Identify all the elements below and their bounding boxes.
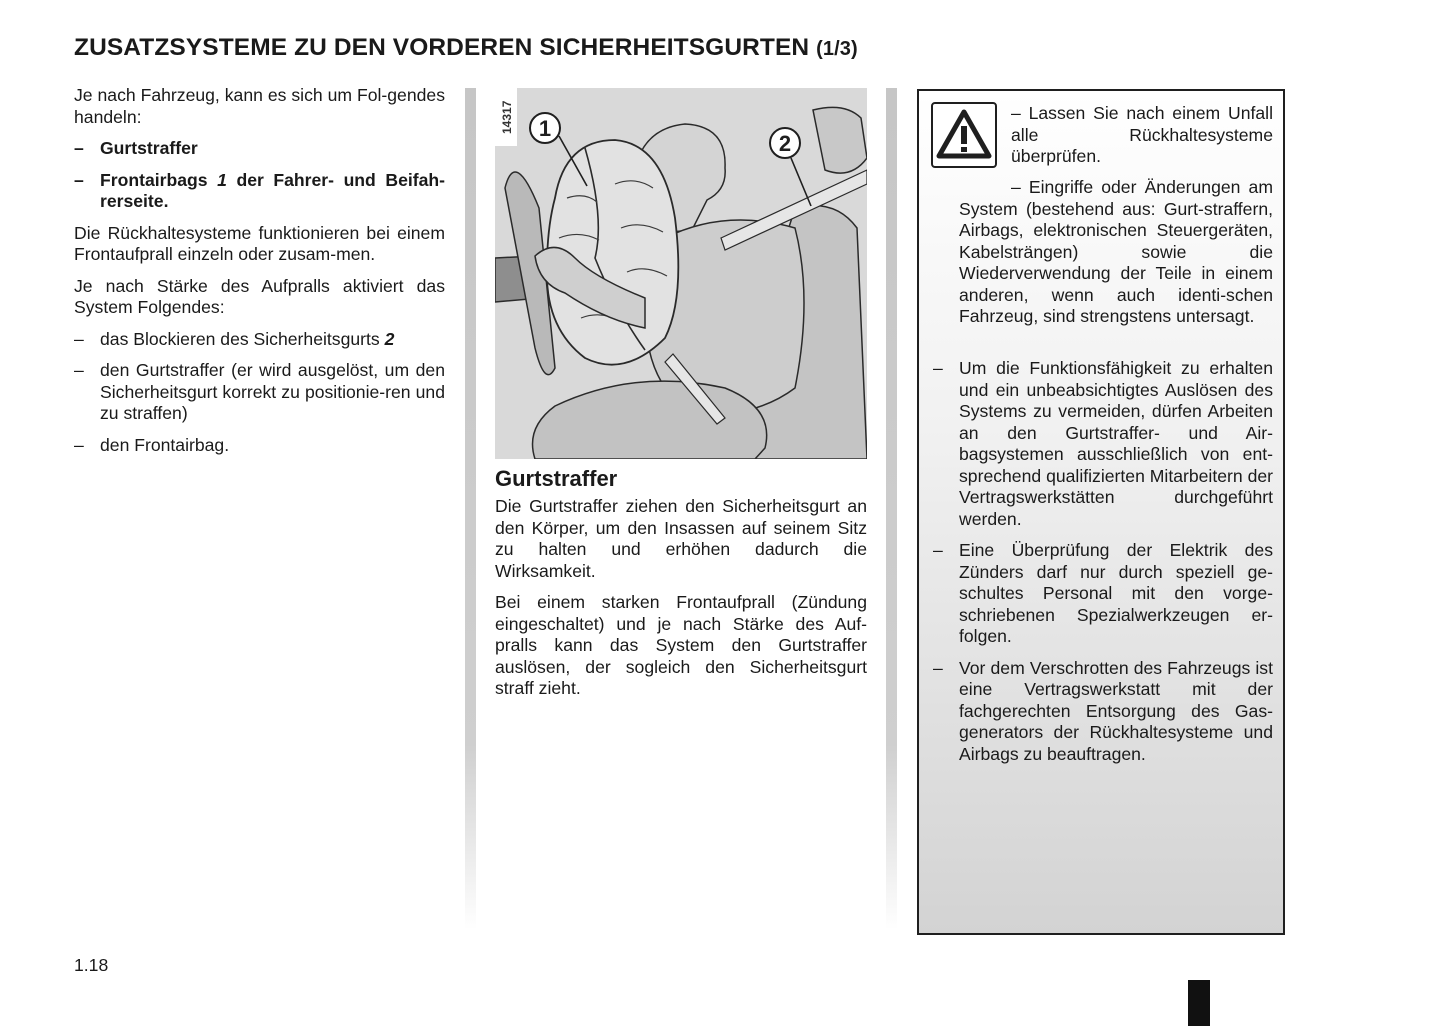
dash-bullet: – bbox=[74, 169, 84, 190]
systems-paragraph: Die Rückhaltesysteme funktionieren bei einem Frontaufprall einzeln oder zusam-men. bbox=[74, 222, 445, 264]
left-column bbox=[74, 85, 445, 466]
system-types-list bbox=[74, 138, 445, 213]
dash-bullet: – bbox=[933, 358, 943, 378]
list-item-blockieren bbox=[74, 329, 445, 351]
list-item-frontairbag bbox=[74, 435, 445, 457]
warning-item-qualified-staff bbox=[933, 358, 1273, 530]
list-item-text: Gurtstraffer bbox=[100, 138, 198, 158]
list-item-text: Um die Funktionsfähigkeit zu erhalten und ein unbeabsichtigtes Auslösen des Systems zu vermeiden, dürfen Arbeiten an den Gurtstraffer- und Air-bagsystemen ausschließlich von ent-sprechend qualifizierten Mitarbeitern der Vertragswerkstätten durchgeführt werden. bbox=[959, 358, 1273, 529]
callout-2: 2 bbox=[778, 131, 792, 156]
airbag-drawing bbox=[495, 88, 867, 459]
dash-bullet: – bbox=[74, 434, 84, 455]
warning-item-ignition-check bbox=[933, 540, 1273, 648]
list-item-text: den Frontairbag. bbox=[100, 434, 230, 455]
column-divider bbox=[465, 88, 476, 930]
callout-ref-1: 1 bbox=[217, 169, 227, 190]
dash-bullet: – bbox=[74, 328, 84, 349]
page-title-suffix: (1/3) bbox=[816, 38, 858, 60]
gurtstraffer-paragraph-2: Bei einem starken Frontaufprall (Zündung eingeschaltet) und je nach Stärke des Auf-pralls kann das System den Gurtstraffer auslösen, der sogleich den Sicherheitsgurt straff zieht. bbox=[495, 592, 867, 698]
warning-item-scrapping bbox=[933, 658, 1273, 766]
gurtstraffer-paragraph-1: Die Gurtstraffer ziehen den Sicherheitsgurt an den Körper, um den Insassen auf seinem Sitz zu halten und erhöhen dadurch die Wirksamkeit. bbox=[495, 496, 867, 581]
callout-1: 1 bbox=[538, 116, 552, 141]
section-heading-gurtstraffer: Gurtstraffer bbox=[495, 466, 618, 491]
dash-bullet: – bbox=[933, 540, 943, 560]
warning-triangle-icon bbox=[931, 102, 997, 168]
dash-bullet: – bbox=[74, 360, 84, 380]
warning-item-modifications: – Eingriffe oder Änderungen am System (bestehend aus: Gurt-straffern, Airbags, elektronischen Steuergeräten, Kabelsträngen) sowie die Wiederverwendung der Teile in einem anderen, wenn auch identi-schen Fahrzeug, sind strengstens untersagt. bbox=[959, 177, 1273, 326]
list-item-text: den Gurtstraffer (er wird ausgelöst, um den Sicherheitsgurt korrekt zu positionie-ren und zu straffen) bbox=[100, 360, 445, 423]
severity-paragraph: Je nach Stärke des Aufpralls aktiviert das System Folgendes: bbox=[74, 275, 445, 317]
list-item-text: Vor dem Verschrotten des Fahrzeugs ist eine Vertragswerkstatt mit der fachgerechten Entsorgung des Gas-generators der Rückhaltesysteme und Airbags zu beauftragen. bbox=[959, 657, 1273, 764]
callout-ref-2: 2 bbox=[384, 328, 395, 349]
list-item-gurtstraffer-activation bbox=[74, 360, 445, 425]
intro-paragraph: Je nach Fahrzeug, kann es sich um Fol-gendes handeln: bbox=[74, 85, 445, 127]
warning-box bbox=[917, 89, 1285, 935]
dash-bullet: – bbox=[74, 138, 84, 158]
list-item-gurtstraffer bbox=[74, 138, 445, 160]
list-item-frontairbags bbox=[74, 170, 445, 213]
warning-list bbox=[933, 358, 1273, 775]
airbag-illustration bbox=[495, 88, 867, 459]
page-title-main: ZUSATZSYSTEME ZU DEN VORDEREN SICHERHEITSGURTEN bbox=[74, 34, 817, 61]
section-thumb-tab bbox=[1188, 980, 1210, 1026]
list-item-text: Frontairbags bbox=[100, 169, 218, 190]
list-item-text: das Blockieren des Sicherheitsgurts bbox=[100, 328, 385, 349]
list-item-text: der Fahrer- und Beifah-rerseite. bbox=[100, 169, 445, 211]
activation-list bbox=[74, 329, 445, 457]
dash-bullet: – bbox=[933, 657, 943, 678]
column-divider bbox=[886, 88, 897, 930]
middle-column bbox=[495, 466, 867, 710]
list-item-text: Eine Überprüfung der Elektrik des Zünders darf nur durch speziell ge-schultes Personal mit den vorge-schriebenen Spezialwerkzeugen er-folgen. bbox=[959, 540, 1273, 646]
warning-item-check: – Lassen Sie nach einem Unfall alle Rückhaltesysteme überprüfen. bbox=[1011, 103, 1273, 166]
figure-reference-number: 14317 bbox=[500, 100, 514, 134]
page-title bbox=[74, 34, 858, 62]
page-number: 1.18 bbox=[74, 955, 109, 975]
